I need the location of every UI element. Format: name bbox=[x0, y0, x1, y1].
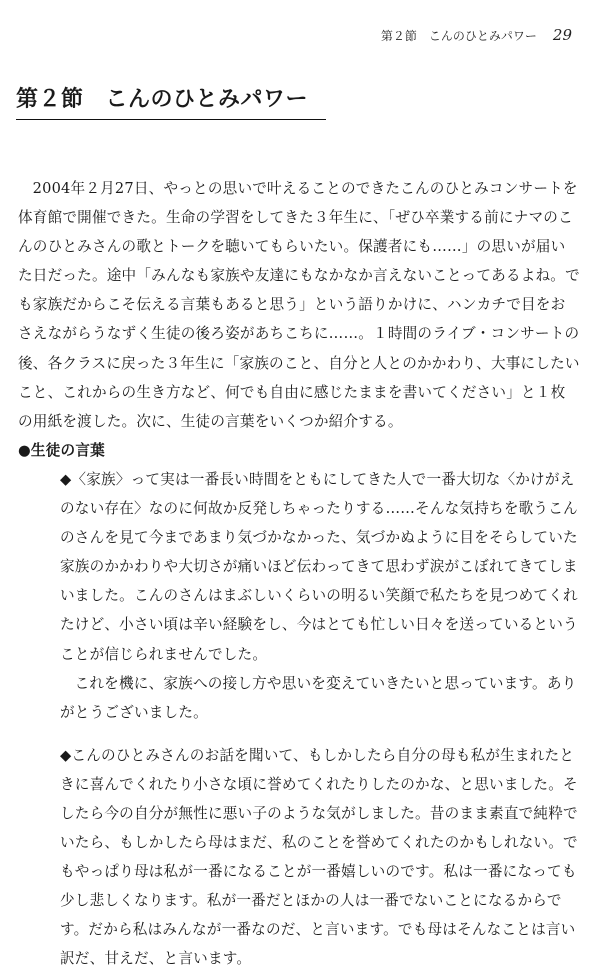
student-quote-1 bbox=[60, 465, 580, 727]
running-header bbox=[381, 26, 572, 44]
quote-text: ◆こんのひとみさんのお話を聞いて、もしかしたら自分の母も私が生まれたときに喜んでくれたり小さな頃に誉めてくれたりしたのかな、と思いました。そしたら今の自分が無性に悪い子のような気がしました。昔のまま素直で純粋でいたら、もしかしたら母はまだ、私のことを誉めてくれたのかもしれない。でもやっぱり母は私が一番になることが一番嬉しいのです。私は一番になっても少し悲しくなります。私が一番だとほかの人は一番でないことになるからです。だから私はみんなが一番なのだ、と言います。でも母はそんなことは言い訳だ、甘えだ、と言います。 bbox=[60, 746, 578, 968]
sub-heading: ●生徒の言葉 bbox=[18, 441, 105, 459]
running-header-section: 第２節 こんのひとみパワー bbox=[380, 29, 537, 43]
page-number: 29 bbox=[552, 26, 572, 44]
body-text bbox=[18, 174, 580, 974]
quote-text: ◆〈家族〉って実は一番長い時間をともにしてきた人で一番大切な〈かけがえのない存在〉なのに何故か反発しちゃったりする……そんな気持ちを歌うこんのさんを見て今まであまり気づかなかった、気づかぬように目をそらしていた家族のかかわりや大切さが痛いほど伝わってきて思わず涙がこぼれてきてしまいました。こんのさんはまぶしいくらいの明るい笑顔で私たちを見つめてくれたけど、小さい頃は辛い経験をし、今はとても忙しい日々を送っているということが信じられませんでした。 bbox=[60, 470, 578, 663]
student-quote-2 bbox=[60, 741, 580, 974]
section-title: こんのひとみパワー bbox=[105, 87, 309, 112]
quote-spacer bbox=[18, 727, 580, 741]
intro-paragraph: 2004年２月27日、やっとの思いで叶えることのできたこんのひとみコンサートを体育館で開催できた。生命の学習をしてきた３年生に、「ぜひ卒業する前にナマのこんのひとみさんの歌とトークを聴いてもらいたい。保護者にも……」の思いが届いた日だった。途中「みんなも家族や友達にもなかなか言えないことってあるよね。でも家族だからこそ伝える言葉もあると思う」という語りかけに、ハンカチで目をおさえながらうなずく生徒の後ろ姿があちこちに……。１時間のライブ・コンサートの後、各クラスに戻った３年生に「家族のこと、自分と人とのかかわり、大事にしたいこと、これからの生き方など、何でも自由に感じたままを書いてください」と１枚の用紙を渡した。次に、生徒の言葉をいくつか紹介する。 bbox=[18, 180, 580, 430]
section-number: 第２節 bbox=[16, 87, 84, 112]
section-heading bbox=[16, 82, 326, 120]
quote-followup: これを機に、家族への接し方や思いを変えていきたいと思っています。ありがとうございました。 bbox=[60, 674, 577, 721]
